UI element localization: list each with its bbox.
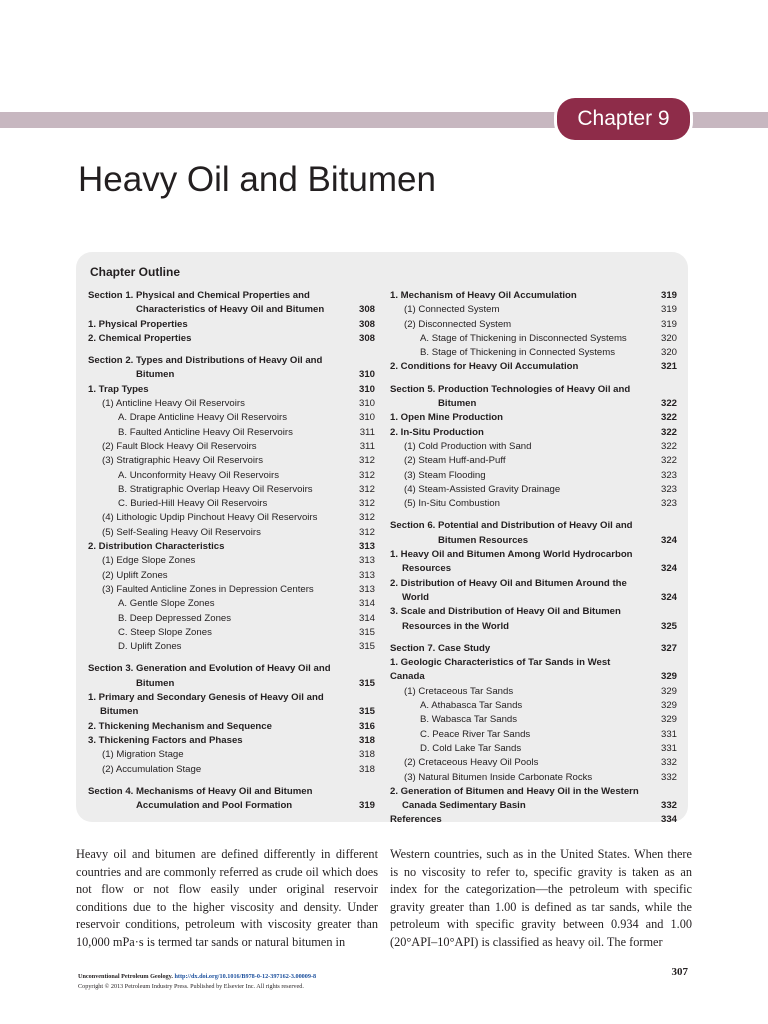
outline-entry — [88, 734, 375, 748]
outline-entry — [390, 785, 677, 814]
outline-entry-row — [390, 771, 677, 785]
outline-entry-row — [390, 332, 677, 346]
outline-entry — [390, 469, 677, 483]
outline-entry-text-cont: Characteristics of Heavy Oil and Bitumen — [136, 304, 325, 316]
outline-entry-text: 2. Thickening Mechanism and Sequence — [88, 720, 272, 732]
outline-entry-text-cont: Bitumen — [136, 677, 175, 689]
outline-entry-row — [88, 397, 375, 411]
outline-entry-row — [390, 483, 677, 497]
outline-page-number: 311 — [359, 426, 375, 438]
outline-entry — [88, 583, 375, 597]
outline-entry-row — [390, 318, 677, 332]
outline-entry — [390, 605, 677, 634]
outline-page-number: 316 — [358, 720, 375, 732]
outline-entry-row — [390, 656, 677, 685]
outline-entry — [88, 440, 375, 454]
outline-entry-row — [88, 748, 375, 762]
outline-entry — [390, 440, 677, 454]
outline-entry-text: B. Faulted Anticline Heavy Oil Reservoirs — [118, 426, 293, 438]
outline-page-number: 313 — [358, 555, 375, 567]
outline-entry-row — [390, 642, 677, 656]
outline-entry-text-cont: Accumulation and Pool Formation — [136, 800, 293, 812]
outline-entry-text: 1. Geologic Characteristics of Tar Sands in West Canada — [390, 657, 611, 683]
outline-page-number: 323 — [660, 469, 677, 481]
outline-entry — [88, 483, 375, 497]
outline-page-number: 329 — [660, 685, 677, 697]
outline-entry — [390, 454, 677, 468]
outline-entry-text: (2) Steam Huff-and-Puff — [404, 455, 506, 467]
outline-entry-text: (1) Anticline Heavy Oil Reservoirs — [102, 398, 245, 410]
outline-entry-text: C. Peace River Tar Sands — [420, 728, 531, 740]
outline-entry — [390, 699, 677, 713]
outline-entry — [88, 383, 375, 397]
outline-entry-row — [390, 303, 677, 317]
outline-entry-text: Section 5. Production Technologies of Heavy Oil and — [390, 383, 631, 395]
body-paragraph-right: Western countries, such as in the United States. When there is no viscosity to refer to, specific gravity is taken as an index for the categorization—the petroleum with specific gravity greater than 1.00 is defined as tar sands, while the petroleum with specific gravity between 0.934 and 1.00 (20°API–10°API) is classified as heavy oil. The former — [390, 847, 692, 949]
outline-page-number: 312 — [358, 498, 375, 510]
outline-entry — [88, 720, 375, 734]
outline-entry-row — [88, 511, 375, 525]
outline-entry-row — [88, 411, 375, 425]
outline-entry-row — [88, 677, 375, 691]
outline-title: Chapter Outline — [90, 265, 181, 279]
outline-entry-text: (4) Steam-Assisted Gravity Drainage — [404, 483, 561, 495]
outline-entry-row — [390, 426, 677, 440]
outline-entry-row — [390, 685, 677, 699]
outline-entry — [88, 411, 375, 425]
outline-entry-text: (1) Cretaceous Tar Sands — [404, 685, 514, 697]
outline-page-number: 320 — [660, 347, 677, 359]
outline-entry-text: 3. Thickening Factors and Phases — [88, 734, 243, 746]
outline-entry-row — [88, 640, 375, 654]
outline-page-number: 321 — [660, 361, 677, 373]
outline-entry — [88, 569, 375, 583]
outline-entry — [390, 742, 677, 756]
outline-page-number: 315 — [358, 626, 375, 638]
body-paragraph-left: Heavy oil and bitumen are defined differently in different countries and are commonly referred as crude oil which does not flow or not flow easily under original reservoir conditions due to the higher viscosity and density. Under reservoir conditions, petroleum with viscosity greater than 10,000 mPa·s is termed tar sands or natural bitumen in — [76, 847, 378, 949]
outline-entry-row — [88, 469, 375, 483]
outline-entry — [88, 612, 375, 626]
outline-page-number: 312 — [358, 512, 375, 524]
outline-entry-row — [88, 569, 375, 583]
outline-entry-row — [390, 440, 677, 454]
outline-entry-row — [390, 289, 677, 303]
outline-entry — [390, 728, 677, 742]
outline-entry-text: (4) Lithologic Updip Pinchout Heavy Oil Reservoirs — [102, 512, 318, 524]
outline-entry — [390, 713, 677, 727]
outline-page-number: 310 — [358, 412, 375, 424]
outline-entry — [390, 303, 677, 317]
outline-entry-row — [390, 411, 677, 425]
outline-page-number: 311 — [359, 440, 375, 452]
outline-entry-text: (3) Stratigraphic Heavy Oil Reservoirs — [102, 455, 264, 467]
outline-page-number: 319 — [660, 304, 677, 316]
outline-entry — [390, 483, 677, 497]
outline-page-number: 318 — [358, 763, 375, 775]
outline-entry-text-cont: Resources in the World — [402, 620, 509, 632]
outline-entry-text: 2. Distribution Characteristics — [88, 541, 225, 553]
outline-entry-row — [88, 705, 375, 719]
outline-entry-row — [390, 591, 677, 605]
outline-entry-row — [88, 454, 375, 468]
outline-entry — [88, 469, 375, 483]
outline-entry-row — [390, 397, 677, 411]
footer — [78, 972, 688, 992]
outline-entry-text: D. Uplift Zones — [118, 641, 182, 653]
outline-page-number: 331 — [660, 742, 677, 754]
footer-copyright: Copyright © 2013 Petroleum Industry Press. Published by Elsevier Inc. All rights reserved. — [78, 983, 304, 990]
outline-entry-text: Section 3. Generation and Evolution of Heavy Oil and — [88, 663, 331, 675]
outline-entry-row — [88, 383, 375, 397]
outline-entry — [390, 426, 677, 440]
outline-entry — [88, 318, 375, 332]
outline-page-number: 310 — [358, 369, 375, 381]
outline-entry-text: Section 7. Case Study — [390, 642, 491, 654]
outline-entry — [390, 656, 677, 685]
outline-entry-row — [390, 454, 677, 468]
outline-entry — [88, 662, 375, 691]
outline-entry-row — [390, 799, 677, 813]
outline-entry — [390, 318, 677, 332]
outline-page-number: 331 — [660, 728, 677, 740]
outline-entry — [88, 626, 375, 640]
outline-page-number: 332 — [660, 800, 677, 812]
outline-entry — [88, 763, 375, 777]
outline-page-number: 325 — [660, 620, 677, 632]
outline-entry-text-cont: World — [402, 591, 430, 603]
outline-entry-row — [390, 742, 677, 756]
outline-entry — [390, 685, 677, 699]
outline-page-number: 312 — [358, 469, 375, 481]
outline-entry — [88, 540, 375, 554]
outline-entry — [390, 332, 677, 346]
outline-entry — [88, 332, 375, 346]
outline-page-number: 334 — [660, 814, 677, 826]
outline-entry-text: (2) Disconnected System — [404, 318, 512, 330]
outline-entry-row — [390, 699, 677, 713]
outline-entry-row — [88, 497, 375, 511]
outline-entry-row — [88, 303, 375, 317]
outline-page-number: 323 — [660, 498, 677, 510]
outline-entry-text-cont: Bitumen — [438, 398, 477, 410]
outline-page-number: 314 — [358, 598, 375, 610]
outline-page-number: 319 — [660, 290, 677, 301]
outline-page-number: 313 — [358, 583, 375, 595]
outline-entry — [390, 411, 677, 425]
outline-entry — [88, 397, 375, 411]
outline-entry — [88, 785, 375, 814]
outline-page-number: 308 — [358, 332, 375, 344]
outline-entry-row — [390, 813, 677, 827]
outline-entry-row — [390, 360, 677, 374]
outline-entry-text: B. Wabasca Tar Sands — [420, 714, 518, 726]
outline-entry-text: (2) Fault Block Heavy Oil Reservoirs — [102, 440, 257, 452]
outline-entry-row — [390, 562, 677, 576]
outline-entry-text: (2) Uplift Zones — [102, 569, 168, 581]
outline-entry-text: (1) Edge Slope Zones — [102, 555, 196, 567]
outline-entry — [88, 691, 375, 720]
outline-entry-row — [390, 713, 677, 727]
outline-page-number: 315 — [358, 706, 375, 718]
outline-page-number: 324 — [660, 534, 677, 546]
outline-page-number: 314 — [358, 612, 375, 624]
outline-page-number: 324 — [660, 591, 677, 603]
outline-entry — [88, 748, 375, 762]
outline-entry-text: 2. In-Situ Production — [390, 426, 484, 438]
outline-entry-row — [88, 734, 375, 748]
outline-page-number: 315 — [358, 641, 375, 653]
outline-entry — [390, 813, 677, 827]
outline-page-number: 312 — [358, 526, 375, 538]
outline-entry-text: D. Cold Lake Tar Sands — [420, 742, 522, 754]
outline-entry-text: (1) Cold Production with Sand — [404, 440, 532, 452]
outline-entry-text: 1. Primary and Secondary Genesis of Heavy Oil and — [88, 692, 324, 704]
outline-entry-row — [390, 756, 677, 770]
outline-entry-text: A. Unconformity Heavy Oil Reservoirs — [118, 469, 280, 481]
outline-entry-row — [390, 497, 677, 511]
outline-page-number: 313 — [358, 569, 375, 581]
outline-page-number: 322 — [660, 440, 677, 452]
outline-entry-text: 2. Generation of Bitumen and Heavy Oil in the Western — [390, 785, 639, 797]
outline-page-number: 322 — [660, 426, 677, 438]
outline-entry-text: Section 4. Mechanisms of Heavy Oil and Bitumen — [88, 785, 313, 797]
outline-entry — [390, 519, 677, 548]
outline-page-number: 318 — [358, 734, 375, 746]
outline-page-number: 308 — [358, 318, 375, 330]
outline-entry-text: B. Deep Depressed Zones — [118, 612, 232, 624]
outline-entry-row — [390, 346, 677, 360]
outline-entry-text: 2. Chemical Properties — [88, 332, 192, 344]
outline-entry-text: (3) Natural Bitumen Inside Carbonate Rocks — [404, 771, 593, 783]
outline-entry-row — [88, 540, 375, 554]
outline-entry-text: 1. Open Mine Production — [390, 412, 503, 424]
outline-entry — [390, 548, 677, 577]
outline-entry-text: (1) Connected System — [404, 304, 500, 316]
outline-page-number: 319 — [660, 318, 677, 330]
outline-entry-row — [88, 554, 375, 568]
outline-right-column — [390, 289, 677, 828]
outline-entry-text: A. Stage of Thickening in Disconnected Systems — [420, 332, 627, 344]
outline-entry — [390, 497, 677, 511]
outline-entry — [390, 360, 677, 374]
outline-page-number: 318 — [358, 749, 375, 761]
outline-entry — [88, 511, 375, 525]
outline-page-number: 332 — [660, 757, 677, 769]
chapter-label: Chapter 9 — [557, 98, 690, 140]
outline-entry-text: 3. Scale and Distribution of Heavy Oil and Bitumen — [390, 606, 621, 618]
outline-entry-row — [88, 597, 375, 611]
outline-entry — [390, 289, 677, 303]
outline-entry-text: 1. Physical Properties — [88, 318, 188, 330]
outline-page-number: 313 — [358, 541, 375, 553]
outline-entry — [390, 577, 677, 606]
outline-entry-text: B. Stratigraphic Overlap Heavy Oil Reservoirs — [118, 483, 313, 495]
outline-page-number: 324 — [660, 563, 677, 575]
outline-entry-text: (5) In-Situ Combustion — [404, 498, 500, 510]
outline-entry-row — [88, 318, 375, 332]
outline-entry-text: (2) Cretaceous Heavy Oil Pools — [404, 757, 539, 769]
outline-entry — [88, 289, 375, 318]
outline-entry-row — [88, 763, 375, 777]
outline-entry-row — [390, 469, 677, 483]
outline-entry-row — [88, 368, 375, 382]
outline-entry — [88, 497, 375, 511]
outline-entry-row — [390, 620, 677, 634]
outline-entry-text: C. Steep Slope Zones — [118, 626, 212, 638]
outline-entry — [88, 354, 375, 383]
outline-entry-text: A. Gentle Slope Zones — [118, 598, 215, 610]
outline-entry — [88, 526, 375, 540]
outline-entry-row — [88, 612, 375, 626]
outline-page-number: 323 — [660, 483, 677, 495]
outline-entry-text-cont: Bitumen Resources — [438, 534, 529, 546]
outline-entry-text: Section 6. Potential and Distribution of Heavy Oil and — [390, 520, 633, 532]
outline-entry — [88, 426, 375, 440]
page-number: 307 — [671, 966, 688, 978]
outline-page-number: 322 — [660, 398, 677, 410]
outline-entry-row — [390, 534, 677, 548]
outline-entry — [390, 383, 677, 412]
outline-entry-row — [88, 332, 375, 346]
outline-entry-text-cont: Resources — [402, 563, 452, 575]
outline-entry-row — [88, 440, 375, 454]
outline-entry-text: C. Buried-Hill Heavy Oil Reservoirs — [118, 498, 268, 510]
outline-entry-text: A. Drape Anticline Heavy Oil Reservoirs — [118, 412, 288, 424]
outline-entry-row — [88, 483, 375, 497]
outline-page-number: 312 — [358, 483, 375, 495]
outline-entry-text: Section 2. Types and Distributions of Heavy Oil and — [88, 355, 323, 367]
outline-entry-text: (1) Migration Stage — [102, 749, 184, 761]
outline-entry-text: (5) Self-Sealing Heavy Oil Reservoirs — [102, 526, 261, 538]
outline-entry — [88, 640, 375, 654]
outline-page-number: 319 — [358, 800, 375, 812]
outline-page-number: 327 — [660, 642, 677, 654]
outline-entry-text: References — [390, 814, 442, 826]
outline-entry-row — [88, 526, 375, 540]
outline-left-column — [88, 289, 375, 813]
outline-page-number: 310 — [358, 398, 375, 410]
outline-entry-text: (3) Steam Flooding — [404, 469, 486, 481]
outline-page-number: 308 — [358, 304, 375, 316]
outline-entry-text-cont: Canada Sedimentary Basin — [402, 800, 526, 812]
outline-entry — [390, 346, 677, 360]
outline-entry-text: A. Athabasca Tar Sands — [420, 700, 523, 712]
outline-page-number: 332 — [660, 771, 677, 783]
outline-entry-text: (3) Faulted Anticline Zones in Depression Centers — [102, 583, 314, 595]
outline-entry-text: 2. Conditions for Heavy Oil Accumulation — [390, 361, 579, 373]
outline-entry-row — [88, 799, 375, 813]
outline-entry — [88, 454, 375, 468]
outline-entry-text: (2) Accumulation Stage — [102, 763, 202, 775]
outline-entry-text: 1. Mechanism of Heavy Oil Accumulation — [390, 290, 577, 301]
outline-entry — [390, 756, 677, 770]
outline-entry-text: 1. Heavy Oil and Bitumen Among World Hydrocarbon — [390, 549, 633, 561]
outline-entry-text-cont: Bitumen — [136, 369, 175, 381]
outline-entry-row — [88, 426, 375, 440]
outline-entry-text: 2. Distribution of Heavy Oil and Bitumen Around the — [390, 577, 627, 589]
outline-entry-row — [390, 728, 677, 742]
page-title: Heavy Oil and Bitumen — [78, 160, 436, 199]
outline-page-number: 329 — [660, 714, 677, 726]
outline-entry — [390, 771, 677, 785]
footer-doi-link[interactable]: http://dx.doi.org/10.1016/B978-0-12-397162-3.00009-8 — [174, 973, 317, 980]
outline-entry-text: 1. Trap Types — [88, 383, 149, 395]
outline-entry-row — [88, 583, 375, 597]
outline-page-number: 329 — [660, 700, 677, 712]
outline-page-number: 322 — [660, 412, 677, 424]
outline-page-number: 310 — [358, 383, 375, 395]
outline-entry — [88, 597, 375, 611]
outline-page-number: 312 — [358, 455, 375, 467]
outline-page-number: 322 — [660, 455, 677, 467]
outline-entry-text: B. Stage of Thickening in Connected Systems — [420, 347, 616, 359]
outline-entry-text-cont: Bitumen — [100, 706, 139, 718]
outline-entry-row — [88, 626, 375, 640]
outline-entry — [88, 554, 375, 568]
outline-page-number: 315 — [358, 677, 375, 689]
outline-entry-text: Section 1. Physical and Chemical Properties and — [88, 290, 310, 301]
footer-journal: Unconventional Petroleum Geology. — [78, 973, 173, 980]
outline-entry — [390, 642, 677, 656]
outline-page-number: 320 — [660, 332, 677, 344]
outline-entry-row — [88, 720, 375, 734]
outline-page-number: 329 — [660, 671, 677, 683]
